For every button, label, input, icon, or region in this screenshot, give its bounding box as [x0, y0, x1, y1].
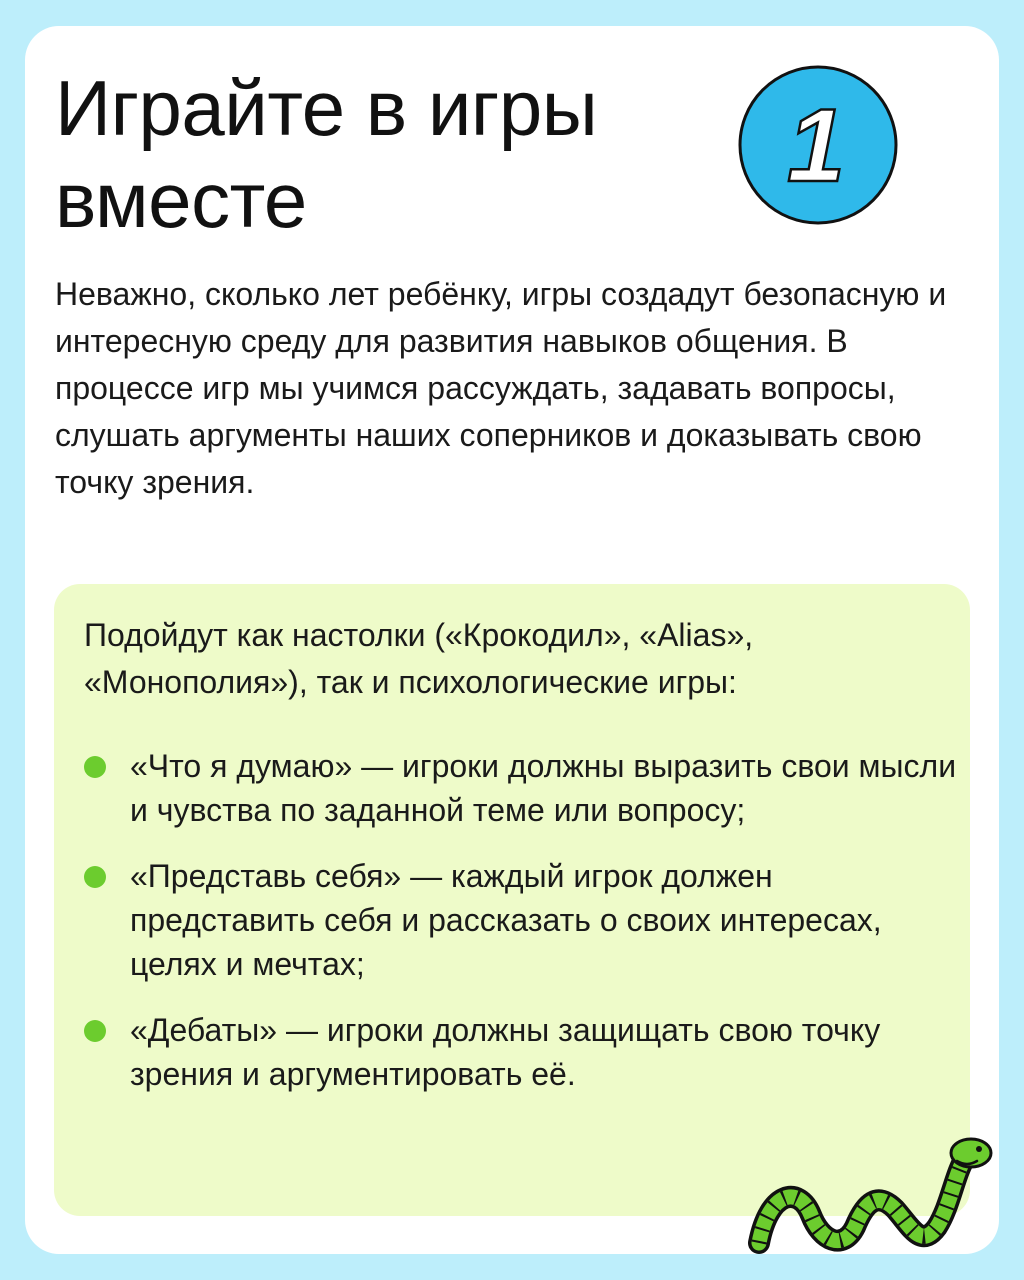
title-line-2: вместе [55, 156, 307, 244]
list-item-text: «Представь себя» — каждый игрок должен представить себя и рассказать о своих интересах, целях и мечтах; [130, 858, 882, 982]
list-item [78, 854, 958, 986]
games-list [78, 744, 958, 1118]
bullet-dot-icon [84, 1020, 106, 1042]
number-badge-icon [736, 63, 900, 227]
intro-paragraph: Неважно, сколько лет ребёнку, игры создадут безопасную и интересную среду для развития навыков общения. В процессе игр мы учимся рассуждать, задавать вопросы, слушать аргументы наших соперников и доказывать свою точку зрения. [55, 276, 947, 500]
page-title [55, 62, 597, 246]
list-item [78, 1008, 958, 1096]
games-panel [54, 584, 970, 1216]
badge-number: 1 [787, 88, 845, 204]
bullet-dot-icon [84, 756, 106, 778]
worm-icon [745, 1131, 1005, 1271]
list-item-text: «Что я думаю» — игроки должны выразить свои мысли и чувства по заданной теме или вопросу; [130, 748, 957, 828]
content-card [25, 26, 999, 1254]
list-item [78, 744, 958, 832]
panel-intro: Подойдут как настолки («Крокодил», «Alias», «Монополия»), так и психологические игры: [84, 617, 754, 700]
list-item-text: «Дебаты» — игроки должны защищать свою точку зрения и аргументировать её. [130, 1012, 881, 1092]
title-line-1: Играйте в игры [55, 64, 598, 152]
bullet-dot-icon [84, 866, 106, 888]
